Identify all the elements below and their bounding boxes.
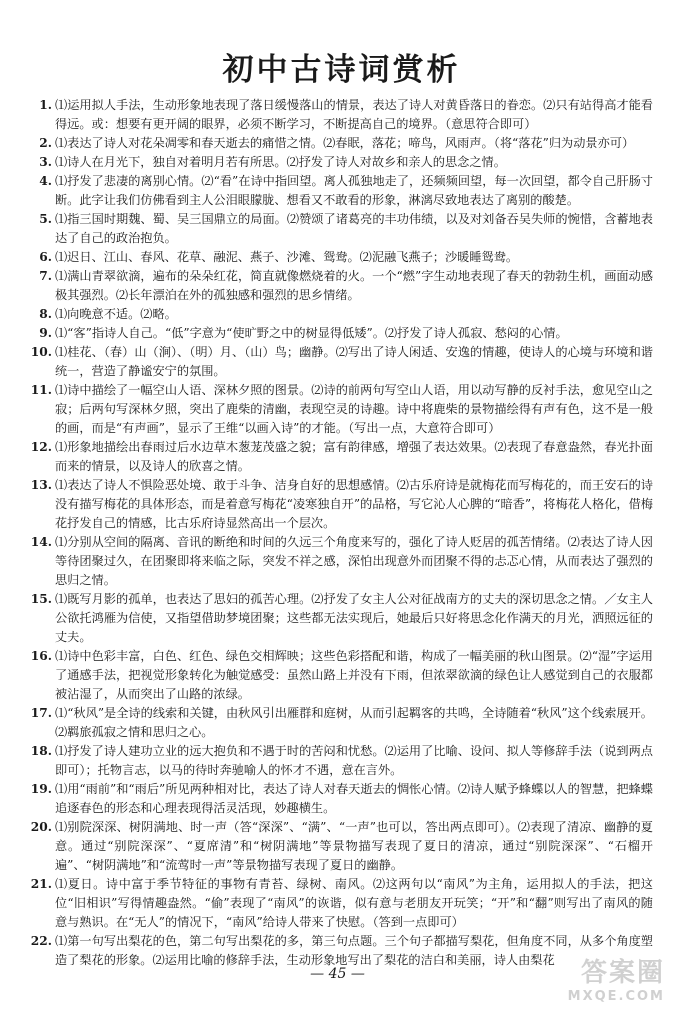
- answer-text: ⑴“客”指诗人自己。“低”字意为“使旷野之中的树显得低矮”。⑵抒发了诗人孤寂、愁闷的心情。: [55, 326, 568, 340]
- answer-number: 7.: [39, 269, 52, 283]
- answer-item: [30, 476, 653, 533]
- answer-number: 14.: [30, 535, 52, 549]
- answer-text: ⑴满山青翠欲滴，遍布的朵朵红花，简直就像燃烧着的火。一个“燃”字生动地表现了春天的勃勃生机，画面动感极其强烈。⑵长年漂泊在外的孤独感和强烈的思乡情绪。: [55, 269, 653, 302]
- answer-number: 2.: [39, 136, 52, 150]
- answer-number: 5.: [39, 212, 52, 226]
- watermark-text-top: 答案圈: [580, 958, 665, 988]
- answer-number: 3.: [39, 155, 52, 169]
- answer-text: ⑴诗中色彩丰富，白色、红色、绿色交相辉映；这些色彩搭配和谐，构成了一幅美丽的秋山图景。⑵“湿”字运用了通感手法，把视觉形象转化为触觉感受：虽然山路上并没有下雨，但浓翠欲滴的绿色让人感觉到自己的衣服都被沾湿了，从而突出了山路的浓绿。: [55, 649, 653, 701]
- answer-number: 9.: [39, 326, 52, 340]
- answer-text: ⑴形象地描绘出春雨过后水边草木葱茏茂盛之貌；富有韵律感，增强了表达效果。⑵表现了春意盎然，春光扑面而来的情景，以及诗人的欣喜之情。: [55, 440, 653, 473]
- answer-text: ⑴诗中描绘了一幅空山人语、深林夕照的图景。⑵诗的前两句写空山人语，用以动写静的反衬手法，愈见空山之寂；后两句写深林夕照，突出了鹿柴的清幽，表现空灵的诗趣。诗中将鹿柴的景物描绘得有声有色，这不是一般的画，而是“有声画”，显示了王维“以画入诗”的才能。（写出一点，大意符合即可）: [55, 383, 653, 435]
- answer-text: ⑴抒发了诗人建功立业的远大抱负和不遇于时的苦闷和忧愁。⑵运用了比喻、设问、拟人等修辞手法（说到两点即可）；托物言志，以马的待时奔驰喻人的怀才不遇，意在言外。: [55, 744, 653, 777]
- answer-number: 13.: [30, 478, 52, 492]
- answer-text: ⑴用“雨前”和“雨后”所见两种相对比，表达了诗人对春天逝去的惆怅心情。⑵诗人赋予蜂蝶以人的智慧，把蜂蝶追逐春色的形态和心理表现得活灵活现，妙趣横生。: [55, 782, 653, 815]
- answer-text: ⑴桂花、（春）山（涧）、（明）月、（山）鸟；幽静。⑵写出了诗人闲适、安逸的情趣，使诗人的心境与环境和谐统一，营造了静谧安宁的氛围。: [55, 345, 653, 378]
- answer-number: 6.: [39, 250, 52, 264]
- page-number: — 45 —: [310, 966, 365, 982]
- answer-text: ⑴“秋风”是全诗的线索和关键，由秋风引出雁群和庭树，从而引起羁客的共鸣，全诗随着“秋风”这个线索展开。⑵羁旅孤寂之情和思归之心。: [55, 706, 653, 739]
- page-title: 初中古诗词赏析: [222, 52, 461, 88]
- answer-text: ⑴表达了诗人对花朵凋零和春天逝去的痛惜之情。⑵春眠，落花；啼鸟，风雨声。（将“落花”归为动景亦可）: [55, 136, 635, 150]
- answer-item: [30, 96, 653, 134]
- answer-number: 4.: [39, 174, 52, 188]
- answer-text: ⑴诗人在月光下，独自对着明月若有所思。⑵抒发了诗人对故乡和亲人的思念之情。: [55, 155, 506, 169]
- answer-item: [30, 438, 653, 476]
- answer-number: 15.: [30, 592, 52, 606]
- answer-text: ⑴向晚意不适。⑵略。: [55, 307, 177, 321]
- answer-text: ⑴别院深深、树阴满地、时一声（答“深深”、“满”、“一声”也可以，答出两点即可）。⑵表现了清凉、幽静的夏意。通过“别院深深”、“夏席清”和“树阴满地”等景物描写表现了夏日的清凉，通过“别院深深”、“石榴开遍”、“树阴满地”和“流莺时一声”等景物描写表现了夏日的幽静。: [55, 820, 653, 872]
- answer-text: ⑴迟日、江山、春风、花草、融泥、燕子、沙滩、鸳鸯。⑵泥融飞燕子；沙暖睡鸳鸯。: [55, 250, 519, 264]
- answer-item: [30, 134, 653, 153]
- answer-item: [30, 248, 653, 267]
- answer-item: [30, 647, 653, 704]
- answer-item: [30, 153, 653, 172]
- answer-text: ⑴抒发了悲凄的离别心情。⑵“看”在诗中指回望。离人孤独地走了，还频频回望，每一次回望，都令自己肝肠寸断。此字让我们仿佛看到主人公泪眼朦胧、想看又不敢看的形象，淋漓尽致地表达了离别的酸楚。: [55, 174, 653, 207]
- answer-number: 17.: [30, 706, 52, 720]
- answer-text: ⑴夏日。诗中富于季节特征的事物有青苔、绿树、南风。⑵这两句以“南风”为主角，运用拟人的手法，把这位“旧相识”写得情趣盎然。“偷”表现了“南风”的诙谐，似有意与老朋友开玩笑；“开”和“翻”则写出了南风的随意与熟识。在“无人”的情况下，“南风”给诗人带来了快慰。（答到一点即可）: [55, 877, 653, 929]
- answer-item: [30, 590, 653, 647]
- answer-text: ⑴运用拟人手法，生动形象地表现了落日缓慢落山的情景，表达了诗人对黄昏落日的眷恋。⑵只有站得高才能看得远。或：想要有更开阔的眼界，必须不断学习，不断提高自己的境界。（意思符合即可）: [55, 98, 653, 131]
- answer-text: ⑴表达了诗人不惧险恶处境、敢于斗争、洁身自好的思想感情。⑵古乐府诗是就梅花而写梅花的，而王安石的诗没有描写梅花的具体形态，而是着意写梅花“凌寒独自开”的品格，写它沁人心脾的“暗香”，将梅花人格化，借梅花抒发自己的情感，比古乐府诗显然高出一个层次。: [55, 478, 653, 530]
- answer-item: [30, 305, 653, 324]
- answer-number: 20.: [30, 820, 52, 834]
- answer-item: [30, 172, 653, 210]
- answer-number: 1.: [39, 98, 52, 112]
- watermark-text-bottom: MXQE.COM: [567, 989, 665, 1004]
- answer-item: [30, 324, 653, 343]
- answer-item: [30, 704, 653, 742]
- answer-number: 22.: [30, 934, 52, 948]
- answer-number: 18.: [30, 744, 52, 758]
- answer-item: [30, 210, 653, 248]
- answer-item: [30, 381, 653, 438]
- answer-text: ⑴指三国时期魏、蜀、吴三国鼎立的局面。⑵赞颂了诸葛亮的丰功伟绩，以及对刘备吞吴失师的惋惜，含蓄地表达了自己的政治抱负。: [55, 212, 653, 245]
- answer-text: ⑴分别从空间的隔离、音讯的断绝和时间的久远三个角度来写的，强化了诗人贬居的孤苦情绪。⑵表达了诗人因等待团聚过久，在团聚即将来临之际，突发不祥之感，深怕出现意外而团聚不得的忐忑心情，从而表达了强烈的思归之情。: [55, 535, 653, 587]
- answer-number: 10.: [30, 345, 52, 359]
- answer-number: 21.: [30, 877, 52, 891]
- answer-item: [30, 742, 653, 780]
- answer-number: 8.: [39, 307, 52, 321]
- answer-text: ⑴第一句写出梨花的色，第二句写出梨花的多，第三句点题。三个句子都描写梨花，但角度不同，从多个角度塑造了梨花的形象。⑵运用比喻的修辞手法，生动形象地写出了梨花的洁白和美丽，诗人由梨花: [55, 934, 653, 967]
- answer-text: ⑴既写月影的孤单，也表达了思妇的孤苦心理。⑵抒发了女主人公对征战南方的丈夫的深切思念之情。／女主人公欲托鸿雁为信使，又指望借助梦境团聚；这些都无法实现后，她最后只好将思念化作满天的月光，洒照远征的丈夫。: [55, 592, 653, 644]
- answer-number: 19.: [30, 782, 52, 796]
- answer-item: [30, 780, 653, 818]
- answer-item: [30, 343, 653, 381]
- answer-number: 16.: [30, 649, 52, 663]
- watermark-logo: [535, 952, 665, 1002]
- answer-item: [30, 875, 653, 932]
- answer-item: [30, 533, 653, 590]
- answer-number: 12.: [30, 440, 52, 454]
- answer-item: [30, 267, 653, 305]
- answer-item: [30, 818, 653, 875]
- answer-list: [30, 96, 653, 970]
- answer-number: 11.: [30, 383, 52, 397]
